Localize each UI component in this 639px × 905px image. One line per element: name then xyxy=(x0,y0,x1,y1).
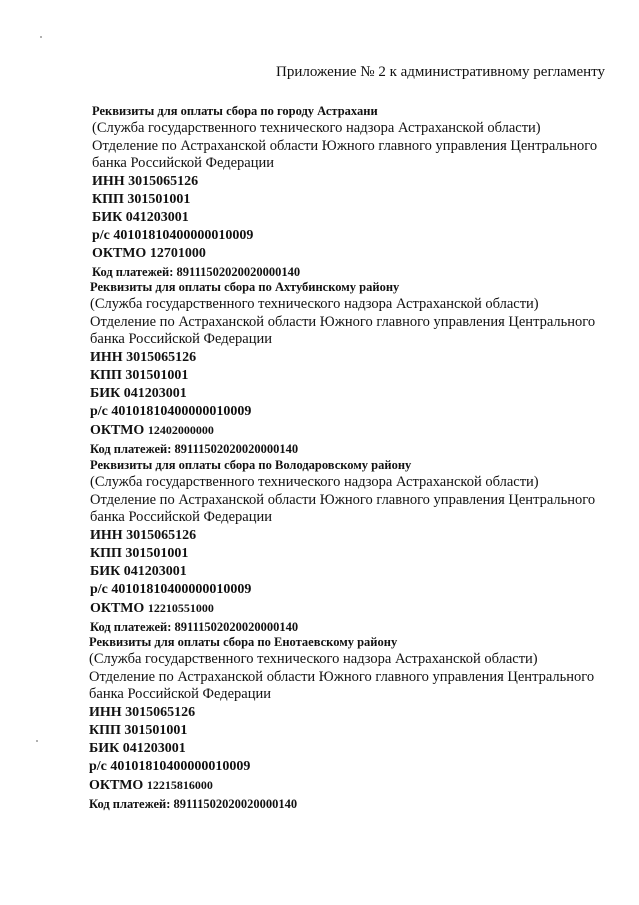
kpp-field: КПП 301501001 xyxy=(92,191,191,207)
inn-field: ИНН 3015065126 xyxy=(90,527,197,543)
bank-name-line-2: банка Российской Федерации xyxy=(92,155,275,171)
account-field: р/с 40101810400000010009 xyxy=(90,403,252,419)
oktmo-label: ОКТМО xyxy=(90,600,145,616)
bank-name-line-2: банка Российской Федерации xyxy=(90,509,273,525)
inn-field: ИНН 3015065126 xyxy=(92,173,199,189)
oktmo-value: 12210551000 xyxy=(147,600,214,615)
requisites-section-volodarsky xyxy=(90,457,630,636)
oktmo-field xyxy=(92,245,632,263)
kpp-field: КПП 301501001 xyxy=(90,545,189,561)
appendix-header: Приложение № 2 к административному регламенту xyxy=(276,64,606,80)
service-name: (Служба государственного технического надзора Астраханской области) xyxy=(89,651,538,667)
oktmo-label: ОКТМО xyxy=(90,422,145,438)
requisites-section-astrakhan xyxy=(92,103,632,281)
section-title: Реквизиты для оплаты сбора по Енотаевскому району xyxy=(89,635,398,649)
service-name: (Служба государственного технического надзора Астраханской области) xyxy=(92,120,541,136)
account-field: р/с 40101810400000010009 xyxy=(89,758,251,774)
scan-speck xyxy=(40,36,42,38)
section-title: Реквизиты для оплаты сбора по Володаровскому району xyxy=(90,458,412,472)
section-title: Реквизиты для оплаты сбора по Ахтубинскому району xyxy=(90,280,400,294)
bank-name-line-1: Отделение по Астраханской области Южного главного управления Центрального xyxy=(89,668,595,685)
bik-field: БИК 041203001 xyxy=(90,563,187,579)
kpp-field: КПП 301501001 xyxy=(90,367,189,383)
payment-code: Код платежей: 89111502020020000140 xyxy=(92,264,301,279)
service-name: (Служба государственного технического надзора Астраханской области) xyxy=(90,296,539,312)
kpp-field: КПП 301501001 xyxy=(89,722,188,738)
payment-code: Код платежей: 89111502020020000140 xyxy=(90,619,299,634)
bik-field: БИК 041203001 xyxy=(92,209,189,225)
bik-field: БИК 041203001 xyxy=(89,740,186,756)
inn-field: ИНН 3015065126 xyxy=(90,349,197,365)
oktmo-value: 12215816000 xyxy=(146,777,213,792)
oktmo-value: 12701000 xyxy=(149,245,206,261)
service-name: (Служба государственного технического надзора Астраханской области) xyxy=(90,474,539,490)
bank-name-line-1: Отделение по Астраханской области Южного главного управления Центрального xyxy=(92,137,598,154)
bank-name-line-1: Отделение по Астраханской области Южного главного управления Центрального xyxy=(90,491,596,508)
oktmo-field xyxy=(90,599,630,618)
payment-code: Код платежей: 89111502020020000140 xyxy=(89,796,298,811)
account-field: р/с 40101810400000010009 xyxy=(92,227,254,243)
inn-field: ИНН 3015065126 xyxy=(89,704,196,720)
section-title: Реквизиты для оплаты сбора по городу Астрахани xyxy=(92,104,378,118)
oktmo-field xyxy=(90,421,630,440)
oktmo-field xyxy=(89,776,629,795)
bank-name-line-1: Отделение по Астраханской области Южного главного управления Центрального xyxy=(90,313,596,330)
account-field: р/с 40101810400000010009 xyxy=(90,581,252,597)
bank-name-line-2: банка Российской Федерации xyxy=(90,331,273,347)
payment-code: Код платежей: 89111502020020000140 xyxy=(90,441,299,456)
bank-name-line-2: банка Российской Федерации xyxy=(89,686,272,702)
requisites-section-enotaevsky xyxy=(89,634,629,813)
oktmo-label: ОКТМО xyxy=(89,777,144,793)
oktmo-label: ОКТМО xyxy=(92,245,147,261)
scan-speck xyxy=(36,740,38,742)
bik-field: БИК 041203001 xyxy=(90,385,187,401)
requisites-section-akhtubinsky xyxy=(90,279,630,458)
oktmo-value: 12402000000 xyxy=(147,422,214,437)
